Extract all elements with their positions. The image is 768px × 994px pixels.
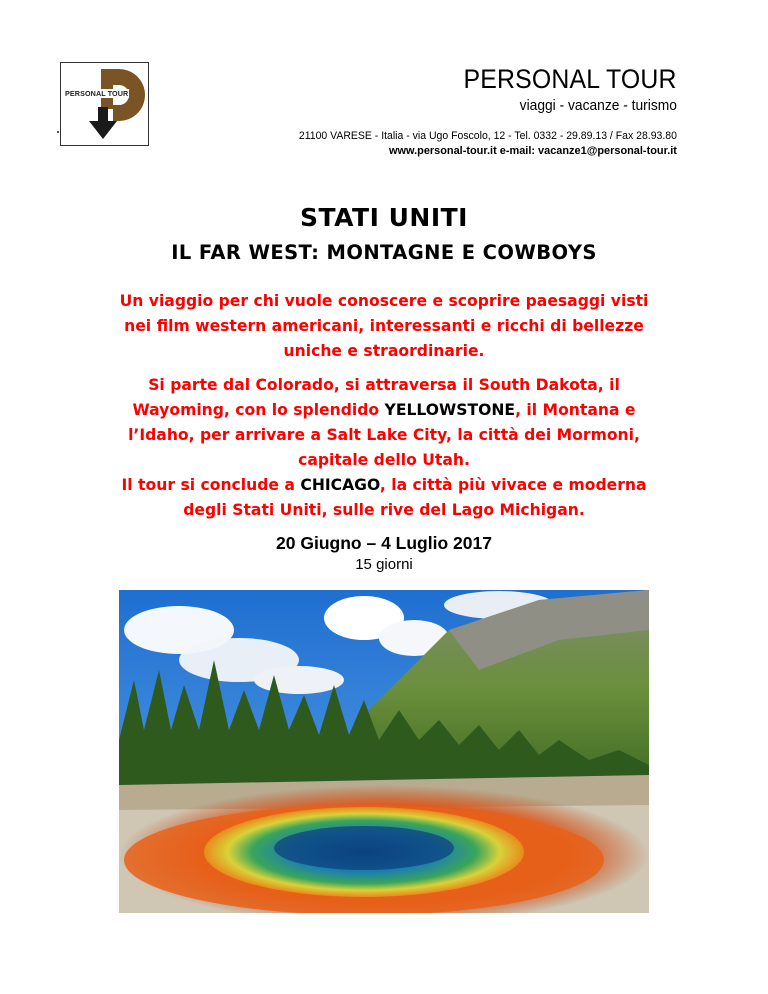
itinerary-paragraph [0,373,768,523]
company-logo [60,62,149,146]
trip-duration: 15 giorni [355,556,413,573]
company-address: 21100 VARESE - Italia - via Ugo Foscolo, 12 - Tel. 0332 - 29.89.13 / Fax 28.93.80 [298,130,677,142]
itinerary-line: Si parte dal Colorado, si attraversa il South Dakota, il [148,376,620,394]
itinerary-text: , il Montana e [515,401,636,419]
logo-text: PERSONAL TOUR [65,89,129,98]
hot-spring-landscape-image [119,590,649,913]
intro-line: uniche e straordinarie. [283,342,485,360]
logo-graphic [61,63,148,145]
intro-paragraph [0,289,768,364]
page-subtitle: IL FAR WEST: MONTAGNE E COWBOYS [171,241,597,264]
intro-line: nei film western americani, interessanti e ricchi di bellezze [124,317,644,335]
itinerary-line [0,473,768,498]
itinerary-line: capitale dello Utah. [298,451,470,469]
itinerary-text: Il tour si conclude a [121,476,301,494]
company-web-email: www.personal-tour.it e-mail: vacanze1@personal-tour.it [389,145,677,157]
highlight-yellowstone: YELLOWSTONE [384,401,516,419]
travel-dates: 20 Giugno – 4 Luglio 2017 [276,533,492,553]
company-name: PERSONAL TOUR [463,64,677,94]
itinerary-text: , la città più vivace e moderna [379,476,647,494]
company-tagline: viaggi - vacanze - turismo [519,97,677,114]
itinerary-text: Wayoming, con lo splendido [132,401,385,419]
page-title: STATI UNITI [300,203,468,232]
highlight-chicago: CHICAGO [300,476,380,494]
itinerary-line: l’Idaho, per arrivare a Salt Lake City, la città dei Mormoni, [128,426,640,444]
dot-mark [57,131,59,133]
itinerary-line [0,398,768,423]
intro-line: Un viaggio per chi vuole conoscere e scoprire paesaggi visti [119,292,649,310]
itinerary-line: degli Stati Uniti, sulle rive del Lago Michigan. [183,501,585,519]
